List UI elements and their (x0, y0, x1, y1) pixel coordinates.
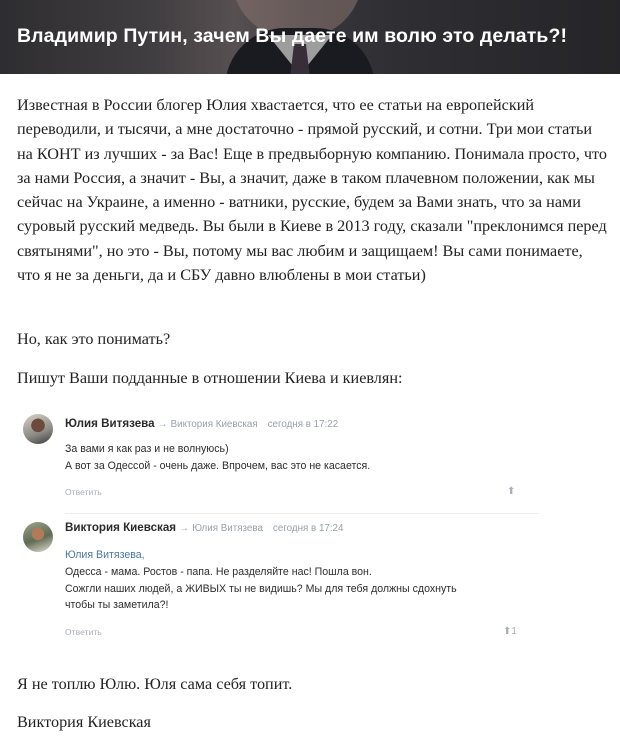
reply-arrow-icon: → (157, 419, 168, 430)
comment-separator (65, 513, 539, 514)
like-button[interactable]: ⬆ (507, 486, 516, 497)
comment-text-line: чтобы ты заметила?! (65, 599, 169, 611)
comment-time[interactable]: сегодня в 17:22 (267, 419, 339, 430)
comment-text-line: Одесса - мама. Ростов - папа. Не разделяйте нас! Пошла вон. (65, 566, 372, 578)
comments-screenshot (17, 398, 539, 656)
like-button[interactable]: ⬆1 (503, 626, 517, 637)
comment-reply-to[interactable]: Юлия Витязева (192, 523, 263, 534)
article-paragraph-3: Пишут Ваши подданные в отношении Киева и киевлян: (17, 369, 403, 387)
comment-header (65, 417, 338, 430)
reply-link[interactable]: Ответить (65, 627, 102, 637)
comment-reply-to[interactable]: Виктория Киевская (170, 419, 258, 430)
comment-text-line: За вами я как раз и не волнуюсь) (65, 443, 229, 455)
comment-author[interactable]: Юлия Витязева (65, 417, 155, 430)
comment-header (65, 521, 343, 534)
article-paragraph-4: Я не топлю Юлю. Юля сама себя топит. (17, 675, 293, 693)
comment-text-line: Сожгли наших людей, а ЖИВЫХ ты не видишь? Мы для тебя должны сдохнуть (65, 583, 457, 595)
article-title: Владимир Путин, зачем Вы даете им волю это делать?! (17, 25, 568, 47)
comment-avatar (23, 522, 53, 552)
article-paragraph-1: Известная в России блогер Юлия хвастается, что ее статьи на европейский переводили, и тысячи, а мне достаточно - прямой русский, и сотни. Три мои статьи на КОНТ из лучших - за Вас! Еще в предвыборную компанию. Понимала просто, что за нами Россия, а значит - Вы, а значит, даже в таком плачевном положении, как мы сейчас на Украине, а именно - ватники, русские, будем за Вами знать, что за нами суровый русский медведь. Вы были в Киеве в 2013 году, сказали "преклонимся перед святынями", но это - Вы, потому мы вас любим и защищаем! Вы сами понимаете, что я не за деньги, да и СБУ давно влюблены в мои статьи) (17, 96, 607, 285)
article-paragraph-2: Но, как это понимать? (17, 330, 171, 348)
comment-mention-link[interactable]: Юлия Витязева, (65, 549, 145, 561)
comment-text-line: А вот за Одессой - очень даже. Впрочем, вас это не касается. (65, 460, 371, 472)
comment-author[interactable]: Виктория Киевская (65, 521, 177, 534)
header-banner (0, 0, 620, 74)
reply-link[interactable]: Ответить (65, 487, 102, 497)
comment-time[interactable]: сегодня в 17:24 (272, 523, 344, 534)
article-signature: Виктория Киевская (17, 713, 151, 731)
reply-arrow-icon: → (179, 523, 190, 534)
comment-avatar (23, 414, 53, 444)
